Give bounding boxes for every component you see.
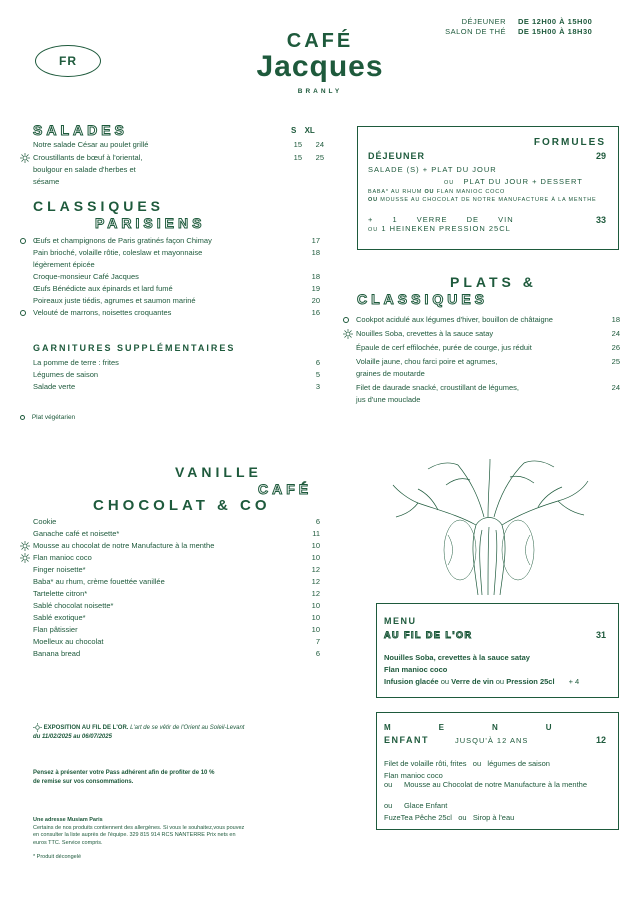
formules-beer-line (368, 224, 511, 233)
hours-value: DE 15H00 À 18H30 (518, 27, 593, 36)
classiques-title-2: PARISIENS (95, 215, 206, 231)
list-item (20, 235, 320, 247)
desserts-title-2: CAFÉ (258, 481, 313, 497)
drink-option: Verre de vin (451, 677, 494, 686)
list-item (20, 648, 320, 660)
menu-enfant-line-5 (384, 813, 514, 822)
item-price: 7 (315, 637, 320, 646)
item-price: 25 (611, 357, 620, 366)
item-price: 18 (611, 315, 620, 324)
formules-box (357, 126, 619, 250)
opening-hours (420, 17, 620, 37)
item-name: Sablé chocolat noisette* (33, 601, 114, 610)
menu-enfant-age: JUSQU'À 12 ANS (455, 736, 529, 745)
size-s-label: S (291, 126, 297, 135)
desserts-title-3: CHOCOLAT & CO (93, 497, 271, 514)
item-price: 12 (311, 589, 320, 598)
item-price: 17 (311, 236, 320, 245)
drink-option: FuzeTea Pêche 25cl (384, 813, 452, 822)
menu-or-line-3 (384, 677, 614, 686)
list-item (343, 342, 620, 354)
drink-option: Sirop à l'eau (472, 813, 515, 822)
item-price: 10 (311, 541, 320, 550)
list-item (33, 369, 320, 381)
menu-or-line-1: Nouilles Soba, crevettes à la sauce satay (384, 653, 530, 662)
formules-desserts (368, 189, 608, 204)
food-option: Glace Enfant (404, 801, 448, 810)
formules-line-2-text: PLAT DU JOUR + DESSERT (463, 177, 583, 186)
list-item (33, 357, 320, 369)
list-item (20, 139, 324, 151)
item-name: Mousse au chocolat de notre Manufacture à la menthe (33, 541, 215, 550)
vegetarian-icon (20, 415, 25, 420)
dessert-option: BABA* AU RHUM (368, 189, 423, 195)
logo (245, 30, 395, 95)
item-name: Filet de daurade snacké, croustillant de légumes, jus d'une mouclade (356, 383, 520, 404)
menu-or-box (376, 603, 619, 698)
hours-label: SALON DE THÉ (445, 27, 506, 36)
list-item (20, 283, 320, 295)
food-option: légumes de saison (487, 759, 550, 768)
list-item (20, 564, 320, 576)
list-item (343, 356, 620, 380)
drink-option: Infusion glacée (384, 677, 439, 686)
desserts-title-1: VANILLE (175, 464, 262, 480)
language-badge[interactable]: FR (35, 45, 101, 77)
formules-dejeuner: DÉJEUNER (368, 151, 426, 161)
list-item (20, 540, 320, 552)
item-name: Croustillants de bœuf à l'oriental, boulgour en salade d'herbes et sésame (33, 153, 143, 186)
item-price: 6 (315, 649, 320, 658)
item-price: 19 (311, 284, 320, 293)
menu-enfant-box (376, 712, 619, 830)
item-price: 24 (611, 329, 620, 338)
menu-or-title: MENU (384, 616, 417, 626)
salades-list (20, 139, 324, 188)
item-price-s: 15 (293, 153, 302, 162)
item-price: 10 (311, 553, 320, 562)
item-name: Sablé exotique* (33, 613, 86, 622)
item-price: 3 (315, 382, 320, 391)
desserts-list (20, 516, 320, 660)
item-price-s: 15 (293, 140, 302, 149)
item-price: 10 (311, 601, 320, 610)
formules-line-1: SALADE (S) + PLAT DU JOUR (368, 165, 497, 174)
or-label: ou (458, 813, 467, 822)
item-name: Ganache café et noisette* (33, 529, 120, 538)
list-item (343, 382, 620, 406)
item-name: Baba* au rhum, crème fouettée vanillée (33, 577, 165, 586)
item-price: 12 (311, 577, 320, 586)
sun-icon (20, 552, 33, 564)
sun-icon (343, 328, 356, 340)
item-name: Nouilles Soba, crevettes à la sauce satay (356, 329, 494, 338)
list-item (20, 152, 324, 188)
drink-option: Pression 25cl (506, 677, 555, 686)
or-label: OU (368, 227, 379, 233)
expo-title: EXPOSITION AU FIL DE L'OR. (43, 725, 129, 732)
item-name: Tartelette citron* (33, 589, 88, 598)
dessert-option: FLAN MANIOC COCO (436, 189, 506, 195)
menu-enfant-line-2: Flan manioc coco (384, 771, 443, 780)
item-name: Cookie (33, 517, 57, 526)
item-name: Salade verte (33, 382, 76, 391)
tree-illustration (378, 455, 600, 595)
or-label: OU (444, 180, 455, 186)
or-label: ou (384, 801, 393, 810)
item-price: 26 (611, 343, 620, 352)
address-title: Une adresse Musiam Paris (33, 817, 103, 823)
menu-enfant-price: 12 (595, 735, 606, 745)
list-item (33, 381, 320, 393)
item-price: 10 (311, 613, 320, 622)
sun-icon (20, 152, 33, 188)
expo-text: L'art de se vêtir de l'Orient au Soleil-Levant (130, 725, 245, 732)
vegetarian-icon (343, 317, 349, 323)
hours-label: DÉJEUNER (461, 17, 506, 26)
list-item (343, 314, 620, 326)
item-name: Croque-monsieur Café Jacques (33, 272, 139, 281)
formules-line-2 (444, 177, 583, 186)
menu-enfant-title: MENU (384, 723, 600, 732)
item-name: Œufs Bénédicte aux épinards et lard fumé (33, 284, 173, 293)
hours-value: DE 12H00 À 15H00 (518, 17, 593, 26)
formules-price-2: 33 (595, 215, 606, 225)
plats-title-1: PLATS & (450, 274, 537, 290)
list-item (20, 624, 320, 636)
item-price: 18 (311, 272, 320, 281)
salades-size-header (291, 126, 331, 135)
item-name: Cookpot acidulé aux légumes d'hiver, bouillon de châtaigne (356, 315, 553, 324)
menu-or-subtitle: AU FIL DE L'OR (384, 630, 473, 640)
item-price: 6 (315, 358, 320, 367)
list-item (20, 247, 320, 271)
menu-enfant-line-1 (384, 759, 550, 768)
or-label: OU (368, 196, 378, 203)
list-item (20, 528, 320, 540)
menu-or-extra: + 4 (568, 677, 580, 686)
item-name: Volaille jaune, chou farci poire et agrumes, graines de moutarde (356, 357, 498, 378)
plats-title-2: CLASSIQUES (357, 291, 489, 307)
veg-legend-text: Plat végétarien (31, 414, 76, 421)
size-xl-label: XL (304, 126, 315, 135)
garnitures-list (33, 357, 320, 393)
item-name: Banana bread (33, 649, 81, 658)
list-item (20, 271, 320, 283)
or-label: ou (472, 759, 482, 768)
formules-title: FORMULES (533, 137, 606, 148)
plats-list (343, 314, 620, 406)
sun-icon (33, 725, 42, 731)
address-note (33, 817, 248, 847)
item-price: 12 (311, 565, 320, 574)
vegetarian-icon (20, 310, 26, 316)
item-price: 10 (311, 625, 320, 634)
food-option: Mousse au Chocolat de notre Manufacture à la menthe (404, 780, 588, 789)
vegetarian-icon (20, 238, 26, 244)
item-name: Finger noisette* (33, 565, 86, 574)
dessert-option: MOUSSE AU CHOCOLAT DE NOTRE MANUFACTURE À LA MENTHE (380, 196, 597, 203)
list-item (20, 552, 320, 564)
item-name: Moelleux au chocolat (33, 637, 104, 646)
list-item (20, 600, 320, 612)
item-name: Notre salade César au poulet grillé (33, 140, 149, 149)
item-price-xl: 24 (315, 140, 324, 149)
item-price: 18 (311, 248, 320, 257)
list-item (343, 328, 620, 340)
classiques-list (20, 235, 320, 319)
item-name: Flan manioc coco (33, 553, 92, 562)
item-name: Légumes de saison (33, 370, 99, 379)
address-text: Certains de nos produits contiennent des allergènes. Si vous le souhaitez,vous pouvez en consulter la liste auprès de l'équipe. 329 815 914 RCS NANTERRE Prix nets en euros TTC. Service compris. (33, 824, 245, 846)
logo-sub: BRANLY (297, 88, 343, 95)
menu-or-price: 31 (595, 630, 606, 640)
classiques-title-1: CLASSIQUES (33, 198, 165, 214)
item-price: 24 (611, 383, 620, 392)
item-price-xl: 25 (315, 153, 324, 162)
item-price: 5 (315, 370, 320, 379)
list-item (20, 588, 320, 600)
logo-cafe: CAFÉ (286, 30, 354, 52)
or-label: OU (424, 189, 435, 195)
or-label: ou (384, 780, 393, 789)
item-price: 20 (311, 296, 320, 305)
formules-plus-line: + 1 VERRE DE VIN (368, 215, 514, 224)
list-item (20, 576, 320, 588)
item-price: 11 (312, 529, 320, 538)
item-price: 16 (311, 308, 320, 317)
sun-icon (20, 540, 33, 552)
menu-enfant-line-3 (384, 780, 609, 790)
list-item (20, 516, 320, 528)
item-name: La pomme de terre : frites (33, 358, 119, 367)
item-name: Velouté de marrons, noisettes croquantes (33, 308, 172, 317)
garnitures-title: GARNITURES SUPPLÉMENTAIRES (33, 343, 236, 353)
list-item (20, 612, 320, 624)
or-label: ou (440, 677, 450, 686)
list-item (20, 307, 320, 319)
item-price: 6 (315, 517, 320, 526)
item-name: Poireaux juste tiédis, agrumes et saumon mariné (33, 296, 196, 305)
formules-beer-text: 1 HEINEKEN PRESSION 25CL (381, 224, 511, 233)
menu-enfant-subtitle: ENFANT (384, 735, 429, 745)
menu-enfant-line-4 (384, 801, 447, 810)
pass-note: Pensez à présenter votre Pass adhérent afin de profiter de 10 % de remise sur vos consommations. (33, 770, 215, 785)
logo-name: Jacques (256, 50, 384, 83)
formules-price-1: 29 (595, 151, 606, 161)
list-item (20, 636, 320, 648)
list-item (20, 295, 320, 307)
or-label: ou (495, 677, 505, 686)
veg-legend (20, 414, 75, 421)
item-name: Pain brioché, volaille rôtie, coleslaw et mayonnaise légèrement épicée (33, 248, 203, 269)
expo-dates: du 11/02/2025 au 06/07/2025 (33, 734, 112, 741)
decaf-note: * Produit décongelé (33, 854, 82, 860)
food-option: Filet de volaille rôti, frites (384, 759, 467, 768)
item-name: Épaule de cerf effilochée, purée de courge, jus réduit (356, 343, 532, 352)
item-name: Flan pâtissier (33, 625, 78, 634)
exposition-note (33, 723, 303, 742)
salades-title: SALADES (33, 122, 128, 138)
menu-or-line-2: Flan manioc coco (384, 665, 448, 674)
item-name: Œufs et champignons de Paris gratinés façon Chimay (33, 236, 212, 245)
